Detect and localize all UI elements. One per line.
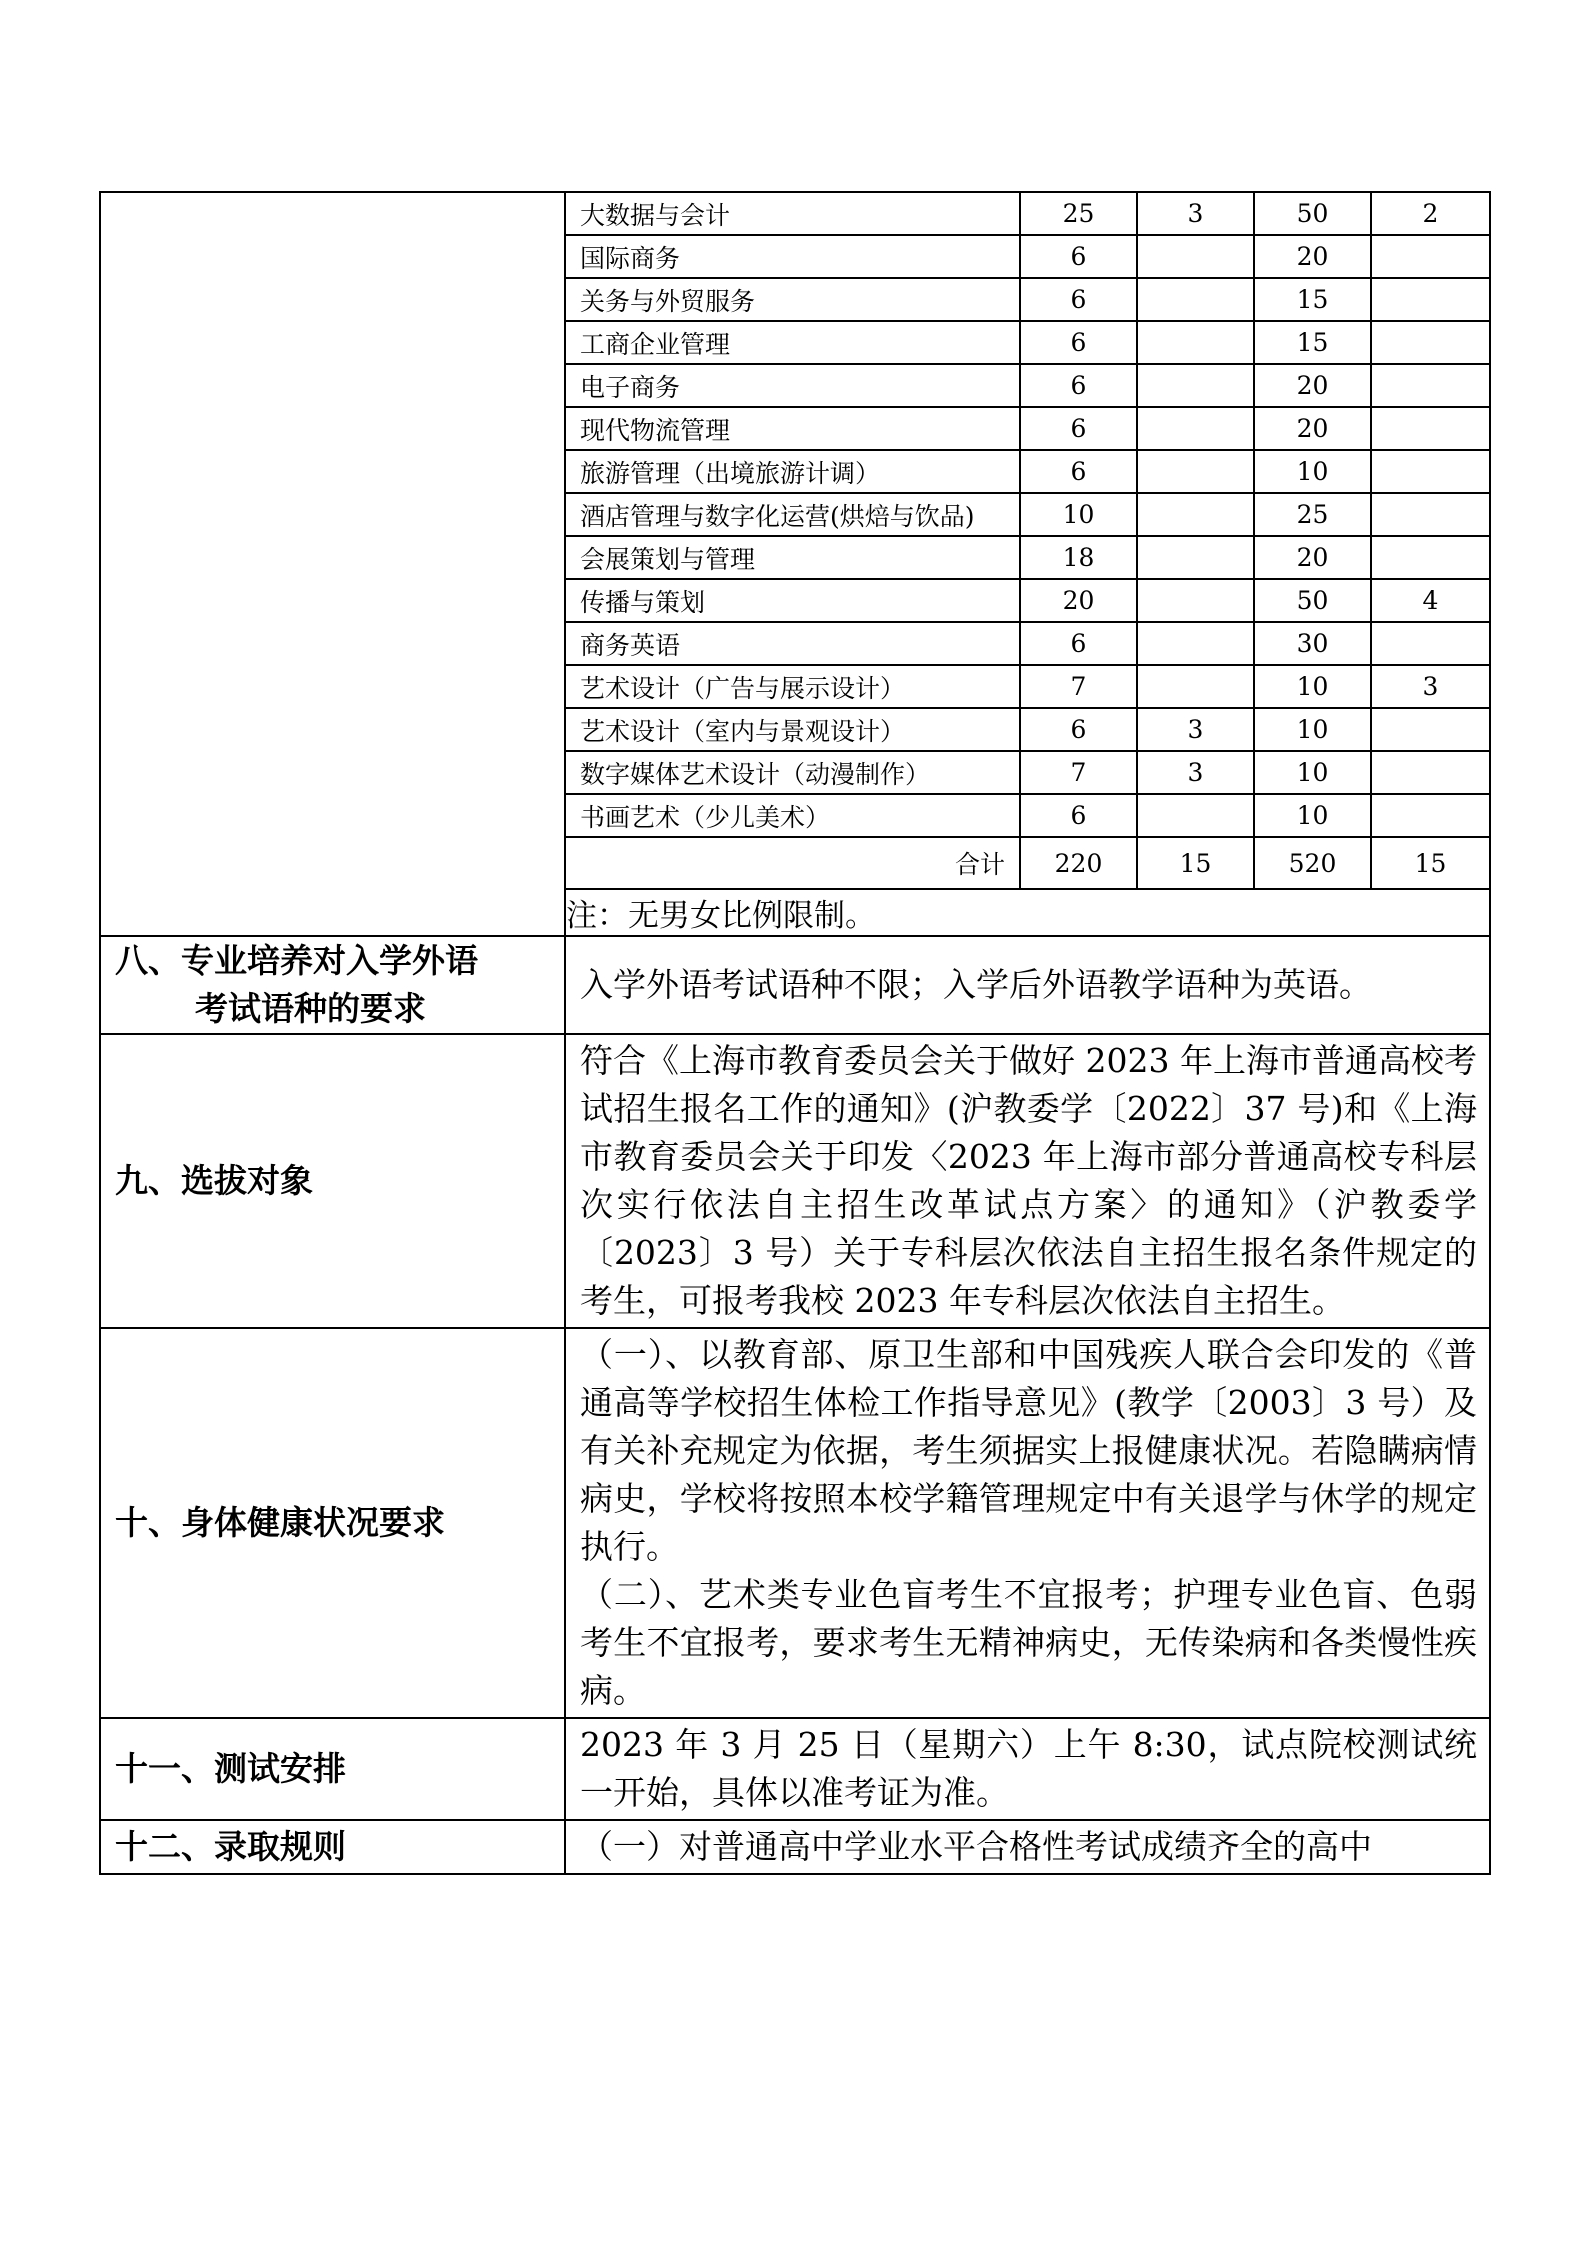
section-10-text <box>565 1328 1490 1718</box>
total-c3: 520 <box>1254 837 1371 889</box>
quota-c2 <box>1137 622 1254 665</box>
section-10-para-2: （二）、艺术类专业色盲考生不宜报考；护理专业色盲、色弱考生不宜报考，要求考生无精神病史，无传染病和各类慢性疾病。 <box>580 1575 1477 1710</box>
quota-c3: 15 <box>1254 278 1371 321</box>
quota-c2 <box>1137 794 1254 837</box>
quota-c1: 6 <box>1020 708 1137 751</box>
table-row <box>100 192 1490 235</box>
quota-c4 <box>1371 622 1490 665</box>
major-name: 国际商务 <box>565 235 1020 278</box>
quota-c3: 10 <box>1254 450 1371 493</box>
quota-c2 <box>1137 493 1254 536</box>
section-8-text: 入学外语考试语种不限；入学后外语教学语种为英语。 <box>565 936 1490 1034</box>
section-8-row <box>100 936 1490 1034</box>
major-name: 会展策划与管理 <box>565 536 1020 579</box>
quota-c1: 7 <box>1020 665 1137 708</box>
quota-c1: 6 <box>1020 321 1137 364</box>
quota-c1: 6 <box>1020 407 1137 450</box>
quota-c4 <box>1371 536 1490 579</box>
quota-c1: 6 <box>1020 364 1137 407</box>
quota-c4 <box>1371 235 1490 278</box>
section-12-text: （一）对普通高中学业水平合格性考试成绩齐全的高中 <box>565 1820 1490 1874</box>
quota-c3: 30 <box>1254 622 1371 665</box>
total-label: 合计 <box>565 837 1020 889</box>
quota-c1: 6 <box>1020 450 1137 493</box>
quota-c2 <box>1137 407 1254 450</box>
section-10-label: 十、身体健康状况要求 <box>100 1328 565 1718</box>
note-text: 注：无男女比例限制。 <box>565 889 1490 936</box>
major-name: 艺术设计（室内与景观设计） <box>565 708 1020 751</box>
section-8-label-line2: 考试语种的要求 <box>195 989 426 1028</box>
quota-c2 <box>1137 665 1254 708</box>
section-9-label: 九、选拔对象 <box>100 1034 565 1328</box>
total-c2: 15 <box>1137 837 1254 889</box>
quota-c4 <box>1371 751 1490 794</box>
section-11-text: 2023 年 3 月 25 日（星期六）上午 8:30，试点院校测试统一开始，具体以准考证为准。 <box>565 1718 1490 1820</box>
quota-c3: 50 <box>1254 579 1371 622</box>
quota-c4 <box>1371 364 1490 407</box>
quota-c3: 20 <box>1254 235 1371 278</box>
quota-c2 <box>1137 235 1254 278</box>
quota-c1: 20 <box>1020 579 1137 622</box>
quota-c2 <box>1137 579 1254 622</box>
major-name: 书画艺术（少儿美术） <box>565 794 1020 837</box>
quota-c3: 50 <box>1254 192 1371 235</box>
quota-c3: 15 <box>1254 321 1371 364</box>
major-name: 现代物流管理 <box>565 407 1020 450</box>
total-c4: 15 <box>1371 837 1490 889</box>
section-10-row <box>100 1328 1490 1718</box>
section-9-text: 符合《上海市教育委员会关于做好 2023 年上海市普通高校考试招生报名工作的通知》(沪教委学〔2022〕37 号)和《上海市教育委员会关于印发〈2023 年上海市部分普通高校专科层次实行依法自主招生改革试点方案〉的通知》（沪教委学〔2023〕3 号）关于专科层次依法自主招生报名条件规定的考生，可报考我校 2023 年专科层次依法自主招生。 <box>565 1034 1490 1328</box>
quota-c4 <box>1371 321 1490 364</box>
quota-c4 <box>1371 794 1490 837</box>
quota-c3: 20 <box>1254 536 1371 579</box>
quota-c4 <box>1371 278 1490 321</box>
quota-c4: 2 <box>1371 192 1490 235</box>
section-11-label: 十一、测试安排 <box>100 1718 565 1820</box>
major-name: 传播与策划 <box>565 579 1020 622</box>
major-name: 数字媒体艺术设计（动漫制作） <box>565 751 1020 794</box>
major-name: 酒店管理与数字化运营(烘焙与饮品) <box>565 493 1020 536</box>
quota-c3: 10 <box>1254 794 1371 837</box>
quota-c2 <box>1137 321 1254 364</box>
quota-c4 <box>1371 493 1490 536</box>
quota-c3: 10 <box>1254 751 1371 794</box>
major-name: 旅游管理（出境旅游计调） <box>565 450 1020 493</box>
quota-c4 <box>1371 708 1490 751</box>
section-11-row <box>100 1718 1490 1820</box>
quota-c2: 3 <box>1137 192 1254 235</box>
major-name: 艺术设计（广告与展示设计） <box>565 665 1020 708</box>
quota-c4: 3 <box>1371 665 1490 708</box>
quota-c1: 6 <box>1020 278 1137 321</box>
section-12-row <box>100 1820 1490 1874</box>
quota-c1: 18 <box>1020 536 1137 579</box>
section-8-label <box>100 936 565 1034</box>
section-10-para-1: （一）、以教育部、原卫生部和中国残疾人联合会印发的《普通高等学校招生体检工作指导意见》(教学〔2003〕3 号）及有关补充规定为依据，考生须据实上报健康状况。若隐瞒病情病史，学校将按照本校学籍管理规定中有关退学与休学的规定执行。 <box>580 1335 1477 1566</box>
section-12-label: 十二、录取规则 <box>100 1820 565 1874</box>
major-name: 关务与外贸服务 <box>565 278 1020 321</box>
quota-c1: 6 <box>1020 622 1137 665</box>
quota-c3: 20 <box>1254 407 1371 450</box>
quota-c2 <box>1137 278 1254 321</box>
section-8-label-line1: 八、专业培养对入学外语 <box>115 941 478 980</box>
quota-c3: 25 <box>1254 493 1371 536</box>
quota-c1: 6 <box>1020 235 1137 278</box>
quota-c2 <box>1137 536 1254 579</box>
quota-c3: 20 <box>1254 364 1371 407</box>
quota-c2 <box>1137 450 1254 493</box>
quota-c4: 4 <box>1371 579 1490 622</box>
major-name: 大数据与会计 <box>565 192 1020 235</box>
quota-c1: 25 <box>1020 192 1137 235</box>
quota-c3: 10 <box>1254 708 1371 751</box>
major-name: 工商企业管理 <box>565 321 1020 364</box>
quota-c1: 7 <box>1020 751 1137 794</box>
quota-c1: 10 <box>1020 493 1137 536</box>
total-c1: 220 <box>1020 837 1137 889</box>
quota-c3: 10 <box>1254 665 1371 708</box>
quota-c4 <box>1371 450 1490 493</box>
major-quota-rows <box>100 192 1490 936</box>
quota-c2: 3 <box>1137 751 1254 794</box>
quota-c2 <box>1137 364 1254 407</box>
major-name: 商务英语 <box>565 622 1020 665</box>
major-name: 电子商务 <box>565 364 1020 407</box>
left-category-cell <box>100 192 565 936</box>
section-9-row <box>100 1034 1490 1328</box>
quota-c4 <box>1371 407 1490 450</box>
admission-table <box>99 191 1491 1875</box>
quota-c1: 6 <box>1020 794 1137 837</box>
quota-c2: 3 <box>1137 708 1254 751</box>
